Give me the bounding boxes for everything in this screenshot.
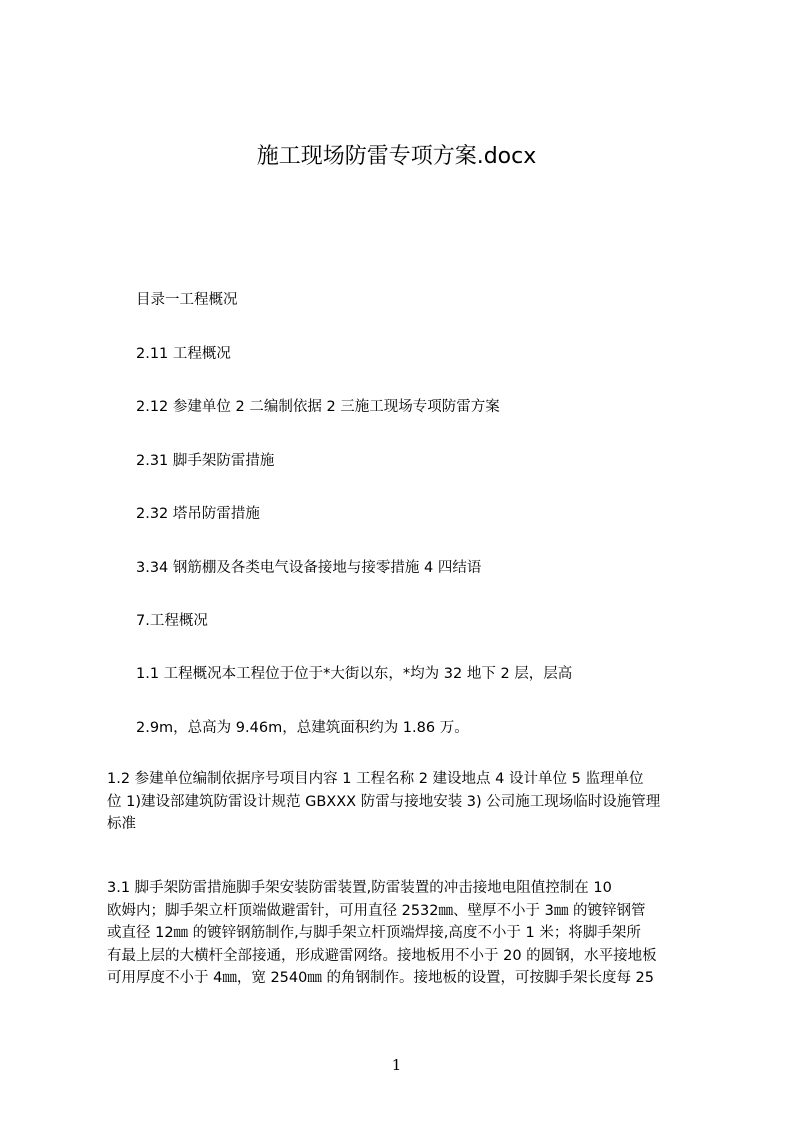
toc-line: 2.12 参建单位 2 二编制依据 2 三施工现场专项防雷方案 — [136, 399, 500, 415]
page-number: 1 — [391, 1056, 402, 1074]
paragraph-line: 标准 — [107, 816, 136, 832]
paragraph-scaffold-lightning — [107, 877, 697, 990]
toc-line: 目录一工程概况 — [136, 292, 238, 308]
paragraph-references — [107, 768, 697, 836]
toc-line: 3.34 钢筋棚及各类电气设备接地与接零措施 4 四结语 — [136, 560, 482, 576]
toc-line: 2.9m，总高为 9.46m，总建筑面积约为 1.86 万。 — [136, 720, 469, 736]
paragraph-line: 欧姆内；脚手架立杆顶端做避雷针，可用直径 2532㎜、壁厚不小于 3㎜ 的镀锌钢管 — [107, 902, 646, 919]
toc-line: 7.工程概况 — [136, 613, 208, 629]
paragraph-line: 位 1)建设部建筑防雷设计规范 GBXXX 防雷与接地安装 3) 公司施工现场临时设施管理 — [107, 793, 661, 810]
document-title: 施工现场防雷专项方案.docx — [256, 144, 537, 169]
paragraph-line: 1.2 参建单位编制依据序号项目内容 1 工程名称 2 建设地点 4 设计单位 5 监理单位 — [107, 771, 644, 787]
toc-line: 2.32 塔吊防雷措施 — [136, 506, 260, 522]
paragraph-line: 或直径 12㎜ 的镀锌钢筋制作,与脚手架立杆顶端焊接,高度不小于 1 米；将脚手架所 — [107, 925, 641, 941]
paragraph-line: 可用厚度不小于 4㎜，宽 2540㎜ 的角钢制作。接地板的设置，可按脚手架长度每 25 — [107, 970, 655, 986]
toc-line: 1.1 工程概况本工程位于位于*大街以东，*均为 32 地下 2 层，层高 — [136, 666, 573, 682]
paragraph-line: 有最上层的大横杆全部接通，形成避雷网络。接地板用不小于 20 的圆钢，水平接地板 — [107, 947, 657, 964]
toc-line: 2.31 脚手架防雷措施 — [136, 453, 275, 469]
toc-line: 2.11 工程概况 — [136, 346, 231, 362]
paragraph-line: 3.1 脚手架防雷措施脚手架安装防雷装置,防雷装置的冲击接地电阻值控制在 10 — [107, 880, 612, 896]
